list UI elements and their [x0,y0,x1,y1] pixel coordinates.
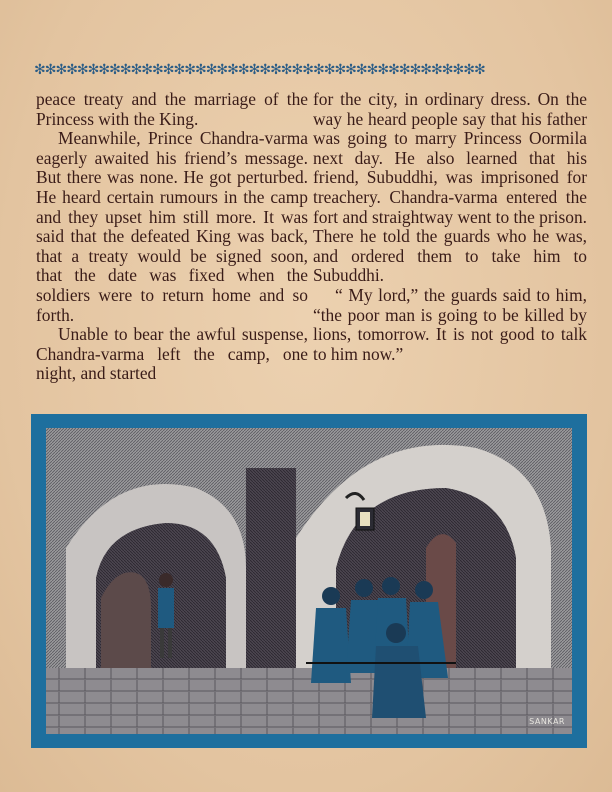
prison-scene-illustration [46,428,572,734]
paragraph: Unable to bear the awful suspense, Chandra-varma left the camp, one night, and started [36,324,308,384]
paragraph: peace treaty and the marriage of the Princess with the King. [36,89,308,129]
artist-signature: SANKAR [529,717,565,726]
left-column [36,90,308,384]
stone-floor [46,668,572,734]
paragraph: for the city, in ordinary dress. On the way he heard people say that his father was going to marry Princess Oormila next day. He also learned that his friend, Subuddhi, was imprisoned for treachery. Chandra-varma entered the fort and straightway went to the prison. There he told the guards who he was, and ordered them to take him to Subuddhi. [313,89,587,286]
paragraph: “ My lord,” the guards said to him, “the poor man is going to be killed by lions, tomorrow. It is not good to talk to him now.” [313,284,587,364]
illustration-frame [31,414,587,748]
decorative-border: ✻✻✻✻✻✻✻✻✻✻✻✻✻✻✻✻✻✻✻✻✻✻✻✻✻✻✻✻✻✻✻✻✻✻✻✻✻✻✻✻✻✻ [34,62,485,78]
doorway-left [101,572,151,668]
right-column [313,90,587,364]
pillar [246,468,296,668]
paragraph: Meanwhile, Prince Chandra-varma eagerly awaited his friend’s message. But there was none. He got perturbed. He heard certain rumours in the camp and they upset him still more. It was said that the defeated King was back, that a treaty would be signed soon, that the date was fixed when the soldiers were to return home and so forth. [36,128,308,325]
